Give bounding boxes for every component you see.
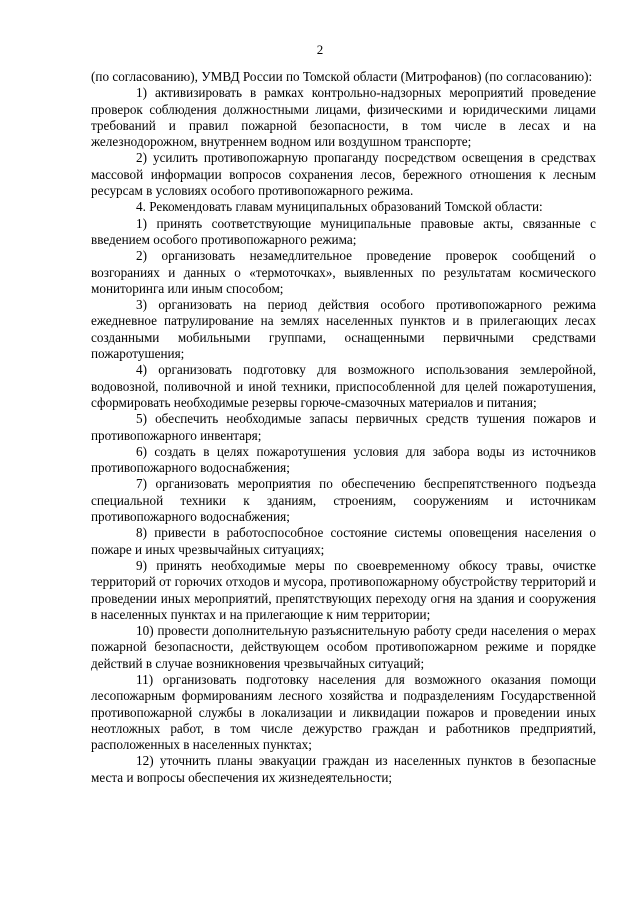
page-number: 2 [316,42,324,57]
document-body [91,69,596,786]
paragraph-section4-item-3: 3) организовать на период действия особого противопожарного режима ежедневное патрулирование на землях населенных пунктов и в прилегающих лесах созданными мобильными группами, оснащенными первичными средствами пожаротушения; [91,297,596,362]
paragraph-item-2: 2) усилить противопожарную пропаганду посредством освещения в средствах массовой информации вопросов сохранения лесов, бережного отношения к лесным ресурсам в условиях особого противопожарного режима. [91,150,596,199]
paragraph-section4-item-9: 9) принять необходимые меры по своевременному обкосу травы, очистке территорий от горючих отходов и мусора, противопожарному обустройству территорий и проведении иных мероприятий, препятствующих переходу огня на здания и сооружения в населенных пунктах и на прилегающие к ним территории; [91,557,596,622]
paragraph-section4-item-11: 11) организовать подготовку населения для возможного оказания помощи лесопожарным формированиям лесного хозяйства и подразделениям Государственной противопожарной службы в локализации и ликвидации пожаров и проведении иных неотложных работ, в том числе дежурство граждан и работников предприятий, расположенных в населенных пунктах; [91,671,596,753]
paragraph-section4-item-10: 10) провести дополнительную разъяснительную работу среди населения о мерах пожарной безопасности, действующем особом противопожарном режиме и порядке действий в случае возникновения чрезвычайных ситуаций; [91,623,596,671]
paragraph-section4-item-8: 8) привести в работоспособное состояние системы оповещения населения о пожаре и иных чрезвычайных ситуациях; [91,525,596,557]
paragraph-section4-item-1: 1) принять соответствующие муниципальные правовые акты, связанные с введением особого противопожарного режима; [91,215,596,247]
paragraph-continuation: (по согласованию), УМВД России по Томской области (Митрофанов) (по согласованию): [91,69,593,84]
paragraph-section4-item-4: 4) организовать подготовку для возможного использования землеройной, водовозной, поливочной и иной техники, приспособленной для целей пожаротушения, сформировать необходимые резервы горюче-смазочных материалов и питания; [91,362,596,410]
paragraph-section-4: 4. Рекомендовать главам муниципальных образований Томской области: [136,199,543,215]
paragraph-section4-item-2: 2) организовать незамедлительное проведение проверок сообщений о возгораниях и данных о «термоточках», выявленных по результатам космического мониторинга или иным способом; [91,248,596,296]
paragraph-section4-item-7: 7) организовать мероприятия по обеспечению беспрепятственного подъезда специальной техники к зданиям, строениям, сооружениям и источникам противопожарного водоснабжения; [91,476,596,525]
paragraph-section4-item-5: 5) обеспечить необходимые запасы первичных средств тушения пожаров и противопожарного инвентаря; [91,411,596,443]
paragraph-section4-item-12: 12) уточнить планы эвакуации граждан из населенных пунктов в безопасные места и вопросы обеспечения их жизнедеятельности; [91,753,596,785]
paragraph-item-1: 1) активизировать в рамках контрольно-надзорных мероприятий проведение проверок соблюдения должностными лицами, физическими и юридическими лицами требований и правил пожарной безопасности, в том числе в лесах и на железнодорожном, внутреннем водном или воздушном транспорте; [91,85,596,150]
paragraph-section4-item-6: 6) создать в целях пожаротушения условия для забора воды из источников противопожарного водоснабжения; [91,443,596,476]
